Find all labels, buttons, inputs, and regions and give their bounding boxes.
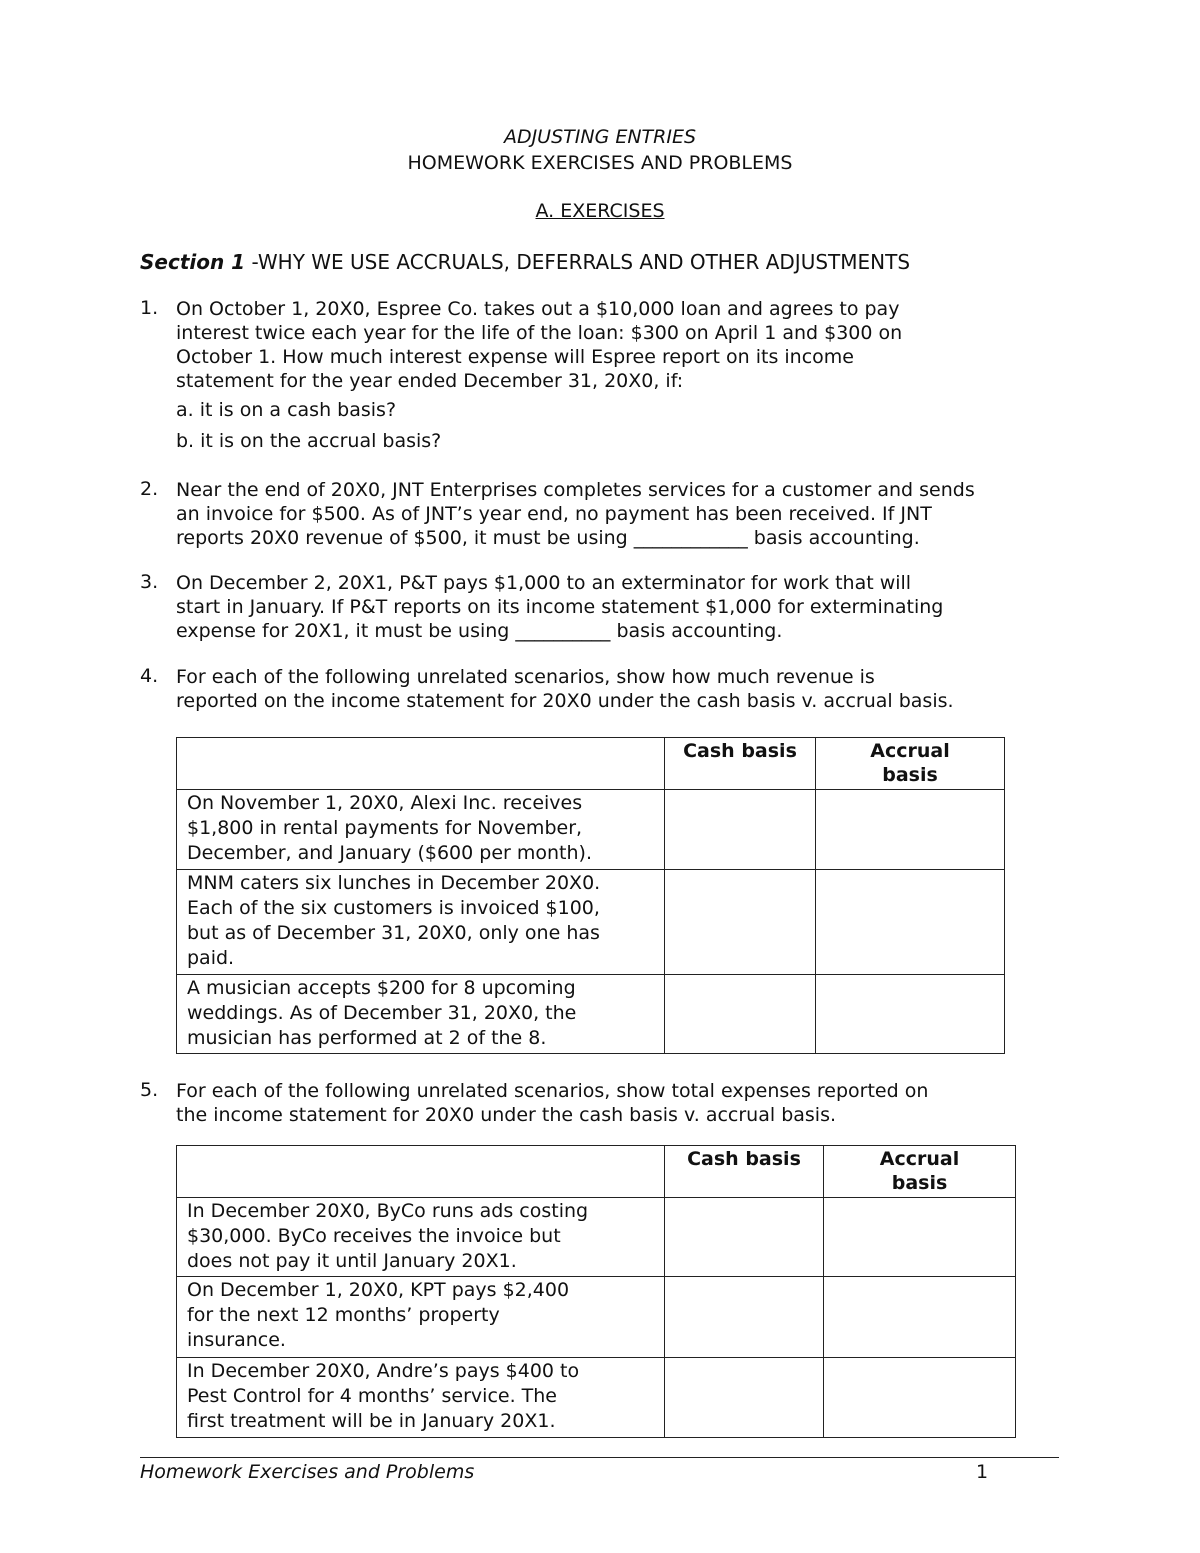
cash-answer-cell[interactable] <box>665 1358 824 1438</box>
table-row <box>177 790 1005 870</box>
accrual-answer-cell[interactable] <box>816 975 1005 1054</box>
cash-answer-cell[interactable] <box>665 1198 824 1277</box>
page-number: 1 <box>976 1461 989 1483</box>
scenario-cell: MNM caters six lunches in December 20X0. Each of the six customers is invoiced $100, but as of December 31, 20X0, only one has paid. <box>177 870 665 975</box>
footer-rule <box>140 1457 1059 1458</box>
table-header-row <box>177 738 1005 790</box>
accrual-answer-cell[interactable] <box>824 1358 1016 1438</box>
table-row <box>177 975 1005 1054</box>
item-text: On December 2, 20X1, P&T pays $1,000 to an exterminator for work that will start in January. If P&T reports on its income statement $1,000 for exterminating expense for 20X1, it must be using __________ basis accounting. <box>176 572 944 642</box>
header-accrual-basis: Accrual basis <box>816 738 1005 790</box>
item-number: 4. <box>140 665 159 687</box>
expense-table <box>176 1145 1016 1438</box>
item-text: For each of the following unrelated scenarios, show total expenses reported on the income statement for 20X0 under the cash basis v. accrual basis. <box>176 1080 929 1126</box>
cash-answer-cell[interactable] <box>665 1277 824 1358</box>
table-row <box>177 1358 1016 1438</box>
doc-subtitle: HOMEWORK EXERCISES AND PROBLEMS <box>407 152 793 174</box>
accrual-answer-cell[interactable] <box>816 790 1005 870</box>
item-number: 2. <box>140 478 159 500</box>
item-number: 3. <box>140 571 159 593</box>
accrual-answer-cell[interactable] <box>816 870 1005 975</box>
header-blank <box>177 1146 665 1198</box>
item-sub-a: a. it is on a cash basis? <box>176 399 397 421</box>
scenario-cell: In December 20X0, Andre’s pays $400 to Pest Control for 4 months’ service. The first treatment will be in January 20X1. <box>177 1358 665 1438</box>
item-text: For each of the following unrelated scenarios, show how much revenue is reported on the income statement for 20X0 under the cash basis v. accrual basis. <box>176 666 954 712</box>
header-accrual-basis: Accrual basis <box>824 1146 1016 1198</box>
doc-title: ADJUSTING ENTRIES <box>503 126 697 148</box>
item-number: 5. <box>140 1079 159 1101</box>
section-title: -WHY WE USE ACCRUALS, DEFERRALS AND OTHER ADJUSTMENTS <box>245 250 911 274</box>
table-row <box>177 1198 1016 1277</box>
section-label: Section 1 <box>140 250 246 274</box>
table-row <box>177 870 1005 975</box>
header-blank <box>177 738 665 790</box>
accrual-answer-cell[interactable] <box>824 1198 1016 1277</box>
table-row <box>177 1277 1016 1358</box>
scenario-cell: A musician accepts $200 for 8 upcoming weddings. As of December 31, 20X0, the musician has performed at 2 of the 8. <box>177 975 665 1054</box>
item-number: 1. <box>140 297 159 319</box>
table-header-row <box>177 1146 1016 1198</box>
footer-text: Homework Exercises and Problems <box>140 1461 475 1483</box>
cash-answer-cell[interactable] <box>665 975 816 1054</box>
header-cash-basis: Cash basis <box>665 1146 824 1198</box>
scenario-cell: On December 1, 20X0, KPT pays $2,400 for the next 12 months’ property insurance. <box>177 1277 665 1358</box>
accrual-answer-cell[interactable] <box>824 1277 1016 1358</box>
item-text: Near the end of 20X0, JNT Enterprises completes services for a customer and sends an invoice for $500. As of JNT’s year end, no payment has been received. If JNT reports 20X0 revenue of $500, it must be using ____________ basis accounting. <box>176 479 975 549</box>
item-sub-b: b. it is on the accrual basis? <box>176 430 442 452</box>
section-heading <box>140 250 910 274</box>
scenario-cell: On November 1, 20X0, Alexi Inc. receives $1,800 in rental payments for November, December, and January ($600 per month). <box>177 790 665 870</box>
revenue-table <box>176 737 1005 1054</box>
cash-answer-cell[interactable] <box>665 870 816 975</box>
cash-answer-cell[interactable] <box>665 790 816 870</box>
header-cash-basis: Cash basis <box>665 738 816 790</box>
part-heading: A. EXERCISES <box>535 200 665 222</box>
item-text: On October 1, 20X0, Espree Co. takes out a $10,000 loan and agrees to pay interest twice each year for the life of the loan: $300 on April 1 and $300 on October 1. How much interest expense will Espree report on its income statement for the year ended December 31, 20X0, if: <box>176 298 903 392</box>
scenario-cell: In December 20X0, ByCo runs ads costing $30,000. ByCo receives the invoice but does not pay it until January 20X1. <box>177 1198 665 1277</box>
